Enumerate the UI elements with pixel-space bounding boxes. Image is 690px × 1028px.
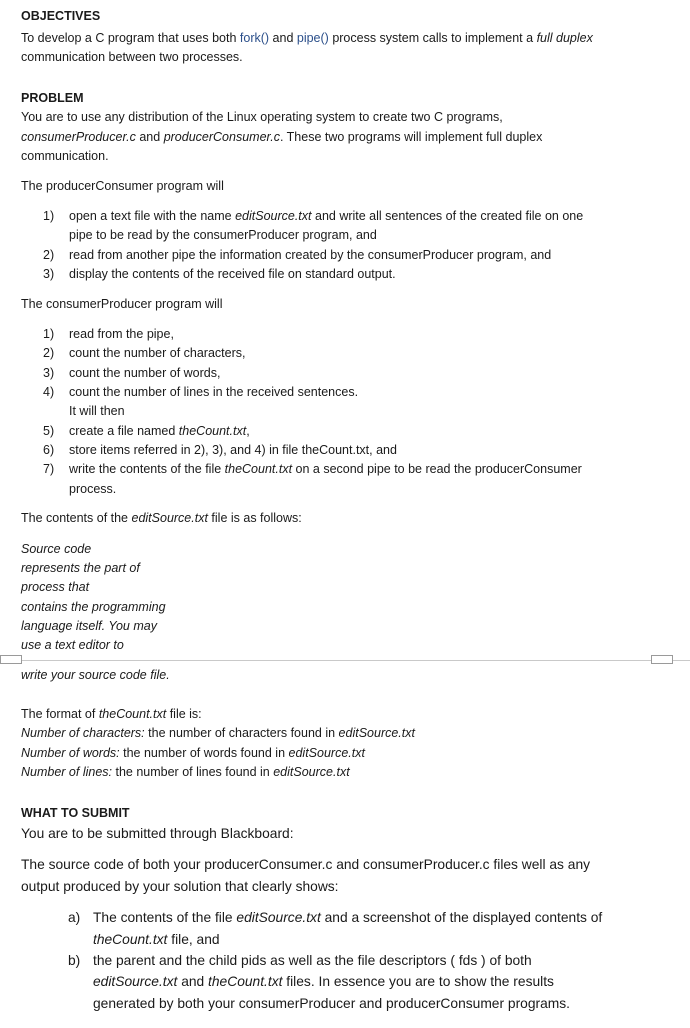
list-number: 1) xyxy=(43,327,55,341)
list-item-continuation: process. xyxy=(69,482,117,496)
source-text-line: write your source code file. xyxy=(21,668,170,682)
list-item: open a text file with the name editSource.txt and write all sentences of the created file on one xyxy=(69,209,584,223)
list-item: write the contents of the file theCount.txt on a second pipe to be read the producerConsumer xyxy=(69,462,582,476)
list-item-continuation: theCount.txt file, and xyxy=(93,932,220,947)
format-line-lines: Number of lines: the number of lines found in editSource.txt xyxy=(21,765,350,779)
list-item: count the number of characters, xyxy=(69,346,246,360)
source-text-line: language itself. You may xyxy=(21,619,157,633)
source-text-line: process that xyxy=(21,580,90,594)
list-item: read from another pipe the information created by the consumerProducer program, and xyxy=(69,248,552,262)
submit-line-3: output produced by your solution that clearly shows: xyxy=(21,879,339,894)
list-item-continuation: pipe to be read by the consumerProducer program, and xyxy=(69,228,377,242)
problem-line-1: You are to use any distribution of the Linux operating system to create two C programs, xyxy=(21,110,503,124)
list-number: 7) xyxy=(43,462,55,476)
pipe-call: pipe() xyxy=(296,31,329,45)
list-number: 5) xyxy=(43,424,55,438)
list-letter: a) xyxy=(68,910,81,925)
submit-line-2: The source code of both your producerConsumer.c and consumerProducer.c files well as any xyxy=(21,857,591,872)
list-number: 3) xyxy=(43,267,55,281)
consumer-producer-intro: The consumerProducer program will xyxy=(21,297,223,311)
page-break-line xyxy=(0,660,690,661)
list-number: 1) xyxy=(43,209,55,223)
list-item: create a file named theCount.txt, xyxy=(69,424,250,438)
list-letter: b) xyxy=(68,953,81,968)
submit-line-1: You are to be submitted through Blackboard: xyxy=(21,826,294,841)
contents-intro: The contents of the editSource.txt file is as follows: xyxy=(21,511,302,525)
producer-consumer-intro: The producerConsumer program will xyxy=(21,179,224,193)
problem-line-3: communication. xyxy=(21,149,109,163)
source-text-line: Source code xyxy=(21,542,92,556)
list-item: The contents of the file editSource.txt and a screenshot of the displayed contents of xyxy=(93,910,603,925)
list-item-continuation: It will then xyxy=(69,404,125,418)
list-number: 3) xyxy=(43,366,55,380)
list-item: count the number of words, xyxy=(69,366,221,380)
list-item: display the contents of the received file on standard output. xyxy=(69,267,396,281)
list-number: 4) xyxy=(43,385,55,399)
list-item: count the number of lines in the received sentences. xyxy=(69,385,359,399)
page-break-left-marker xyxy=(0,655,22,664)
problem-heading: PROBLEM xyxy=(21,91,84,105)
objectives-heading: OBJECTIVES xyxy=(21,9,101,23)
list-number: 2) xyxy=(43,248,55,262)
source-text-line: use a text editor to xyxy=(21,638,124,652)
list-item: store items referred in 2), 3), and 4) in file theCount.txt, and xyxy=(69,443,397,457)
objectives-line-1: To develop a C program that uses both fork() and pipe() process system calls to implement a full duplex xyxy=(21,31,593,45)
format-line-characters: Number of characters: the number of characters found in editSource.txt xyxy=(21,726,415,740)
list-item-continuation: editSource.txt and theCount.txt files. In essence you are to show the results xyxy=(93,974,554,989)
list-item-continuation: generated by both your consumerProducer and producerConsumer programs. xyxy=(93,996,571,1011)
format-intro: The format of theCount.txt file is: xyxy=(21,707,202,721)
source-text-line: contains the programming xyxy=(21,600,166,614)
page-break-right-marker xyxy=(651,655,673,664)
objectives-line-2: communication between two processes. xyxy=(21,50,243,64)
source-text-line: represents the part of xyxy=(21,561,140,575)
list-number: 6) xyxy=(43,443,55,457)
list-number: 2) xyxy=(43,346,55,360)
problem-line-2: consumerProducer.c and producerConsumer.c. These two programs will implement full duplex xyxy=(21,130,543,144)
format-line-words: Number of words: the number of words found in editSource.txt xyxy=(21,746,365,760)
fork-call: fork() xyxy=(239,31,270,45)
submit-heading: WHAT TO SUBMIT xyxy=(21,806,130,820)
list-item: read from the pipe, xyxy=(69,327,174,341)
list-item: the parent and the child pids as well as the file descriptors ( fds ) of both xyxy=(93,953,532,968)
